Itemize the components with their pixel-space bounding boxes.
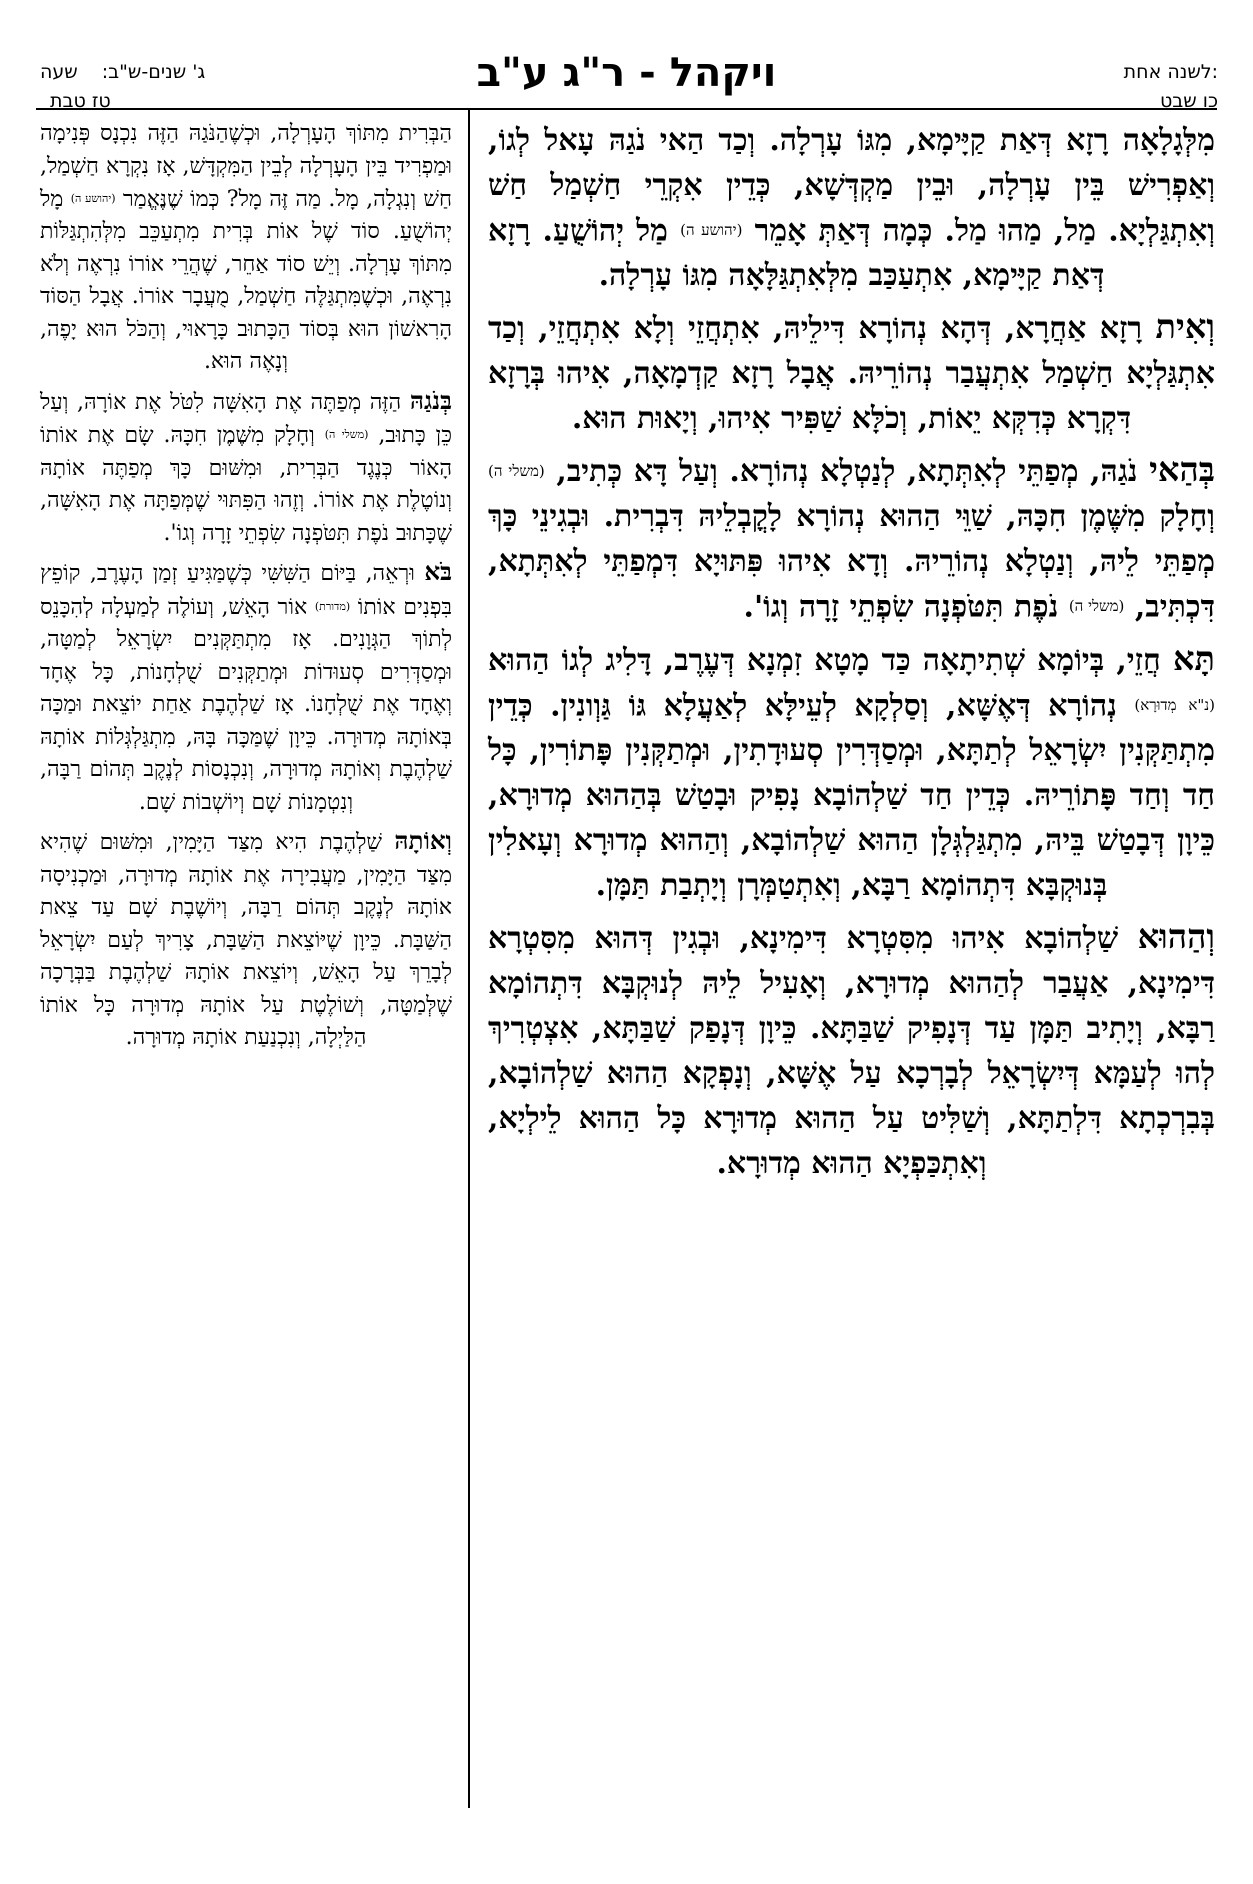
side-s3-opener: בֹּא xyxy=(424,557,453,587)
column-divider xyxy=(468,108,470,1808)
main-p2-text: רָזָא אַחֲרָא, דְּהָא נְהוֹרָא דִּילֵיהּ, אִתְחֲזֵי וְלָא אִתְחֲזֵי, וְכַד אִתְגַּלְיָא חַשְׁמַל אִתְעֲבַר נְהוֹרֵיהּ. אֲבָל רָזָא קַדְמָאָה, אִיהוּ בְּרָזָא דִּקְרָא כְּדִקְּא יֵאוֹת, וְכֹלָּא שַׁפִּיר אִיהוּ, וְיָאוּת הוּא. xyxy=(488,311,1215,437)
header-right-line2: כו שבט xyxy=(1159,90,1218,112)
translation-column xyxy=(40,118,452,1061)
header-left-line2: טז טבת xyxy=(50,90,111,112)
side-s3-text: וּרְאֵה, בַּיּוֹם הַשִּׁשִּׁי כְּשֶׁמַּגִּיעַ זְמַן הָעֶרֶב, קוֹפֵץ בִּפְנִים אוֹתוֹ xyxy=(40,561,453,620)
main-paragraph-5 xyxy=(488,914,1215,1186)
main-p3-opener: בְּהַאי xyxy=(1149,449,1215,490)
side-s3-text-b: אוֹר הָאֵשׁ, וְעוֹלֶה לְמַעְלָה לְהִכָּנֵס לְתוֹךְ הַגְּוָנִים. אָז מִתְתַּקְּנִים יִשְׂרָאֵל לְמַטָּה, וּמְסַדְּרִים סְעוּדוֹת וּמְתַקְּנִים שֻׁלְחָנוֹת, כָּל אֶחָד וְאֶחָד אֶת שֻׁלְחָנוֹ. אָז שַׁלְהֶבֶת אַחַת יוֹצֵאת וּמַכָּה בְּאוֹתָהּ מְדוּרָה. כֵּיוָן שֶׁמַּכָּה בָּהּ, מִתְגַּלְגְּלוֹת אוֹתָהּ שַׁלְהֶבֶת וְאוֹתָהּ מְדוּרָה, וְנִכְנָסוֹת לְנֶקֶב תְּהוֹם רַבָּה, וְנִטְמָנוֹת שָׁם וְיוֹשְׁבוֹת שָׁם. xyxy=(40,594,452,815)
page-header xyxy=(0,0,1253,110)
header-left-line1b: שעה xyxy=(40,61,78,83)
main-p4-ref: (נ"א מְדוּרָא) xyxy=(1134,695,1216,714)
main-p1-ref: (יהושע ה) xyxy=(680,221,743,239)
main-paragraph-4 xyxy=(488,636,1215,908)
side-s1-ref: (יהושע ה) xyxy=(70,192,116,205)
main-p3-text-c: נֹפֶת תִּטֹּפְנָה שִׂפְתֵי זָרָה וְגוֹ'. xyxy=(743,589,1059,625)
side-s1-text: הַבְּרִית מִתּוֹךְ הָעָרְלָה, וּכְשֶׁהַנֹּגַהּ הַזֶּה נִכְנָס פְּנִימָה וּמַפְרִיד בֵּין הָעָרְלָה לְבֵין הַמִּקְדָּשׁ, אָז נִקְרָא חַשְׁמַל, חַשׁ וְנִגְלָה, מָל. מַה זֶּה מָל? כְּמוֹ שֶׁנֶּאֱמַר xyxy=(40,121,453,212)
side-s1-text-b: מָל יְהוֹשֻׁעַ. סוֹד שֶׁל אוֹת בְּרִית מִתְעַכֵּב מִלְּהִתְגַּלּוֹת מִתּוֹךְ עָרְלָה. וְיֵשׁ סוֹד אַחֵר, שֶׁהֲרֵי אוֹרוֹ נִרְאֶה וְלֹא נִרְאֶה, וּכְשֶׁמִּתְגַּלֶּה חַשְׁמַל, מֻעֲבָר אוֹרוֹ. אֲבָל הַסּוֹד הָרִאשׁוֹן הוּא בְּסוֹד הַכָּתוּב כָּרָאוּי, וְהַכֹּל הוּא יָפֶה, וְנָאֶה הוּא. xyxy=(40,186,452,375)
main-p1-end: מַל יְהוֹשֻׁעַ. רָזָא דְּאַת קַיָּימָא, אִתְעַכַּב מִלְּאִתְגַּלָּאָה מִגּוֹ עָרְלָה. xyxy=(488,213,1105,294)
page-title: ויקהל - ר"ג ע"ב xyxy=(476,50,777,96)
main-p4-opener: תָּא xyxy=(1172,637,1215,678)
main-p5-text: שַׁלְהוֹבָא אִיהוּ מִסִּטְרָא דִּימִינָא, וּבְגִין דְּהוּא מִסִּטְרָא דִּימִינָא, אַעֲבַר לְהַהוּא מְדוּרָא, וְאָעִיל לֵיהּ לְנוּקְבָּא דִּתְהוֹמָא רַבָּא, וְיָתִיב תַּמָּן עַד דְּנָפִיק שַׁבַּתָּא. כֵּיוָן דְּנָפַק שַׁבַּתָּא, אִצְטְרִיךְ לְהוּ לְעַמָּא דְּיִשְׂרָאֵל לְבָרְכָא עַל אֶשָּׁא, וְנָפְקָא הַהוּא שַׁלְהוֹבָא, בְּבִרְכְתָא דִּלְתַתָּא, וְשַׁלִּיט עַל הַהוּא מְדוּרָא כָּל הַהוּא לֵילְיָא, וְאִתְכַּפְיָא הַהוּא מְדוּרָא. xyxy=(488,920,1215,1181)
main-paragraph-2 xyxy=(488,304,1215,441)
main-text-column xyxy=(488,118,1215,1192)
side-s2-opener: בְּנֹגַהּ xyxy=(409,385,453,415)
side-s4-opener: וְאוֹתָהּ xyxy=(394,826,452,856)
side-s2-text: הַזֶּה מְפַתֶּה אֶת הָאִשָּׁה לִטֹּל אֶת אוֹרָהּ, וְעַל כֵּן כָּתוּב, xyxy=(40,389,452,449)
side-s2-text-b: וְחָלָק מִשֶּׁמֶן חִכָּהּ. שָׂם אֶת אוֹתוֹ הָאוֹר כְּנֶגֶד הַבְּרִית, וּמִשּׁוּם כָּךְ מְפַתֶּה אוֹתָהּ וְנוֹטֶלֶת אֶת אוֹרוֹ. וְזֶהוּ הַפִּתּוּי שֶׁמְּפַתָּה אֶת הָאִשָּׁה, שֶׁכָּתוּב נֹפֶת תִּטֹּפְנָה שִׂפְתֵי זָרָה וְגוֹ'. xyxy=(40,423,452,546)
header-left-line1a: ג' שנים-ש"ב: xyxy=(101,61,206,83)
main-p4-text: חֲזֵי, בְּיוֹמָא שְׁתִיתָאָה כַּד מָטָא זִמְנָא דְּעֶרֶב, דָּלִיג לְגוֹ הַהוּא xyxy=(488,642,1161,678)
side-paragraph-2 xyxy=(40,385,452,550)
side-paragraph-4 xyxy=(40,825,452,1055)
main-p3-ref2: (משלי ה) xyxy=(1068,597,1125,616)
main-p3-text-b: וְחָלָק מִשֶּׁמֶן חִכָּהּ, שַׁוֵּי הַהוּא נְהוֹרָא לָקֳבְלֵיהּ דִּבְרִית. וּבְגִינֵי כָּךְ מְפַתֵּי לֵיהּ, וְנַטְלָא נְהוֹרֵיהּ. וְדָא אִיהוּ פִּתּוּיָא דִּמְפַתֵּי לְאִתְּתָא, דִּכְתִּיב, xyxy=(488,499,1215,625)
side-paragraph-1 xyxy=(40,118,452,379)
main-p3-ref: (משלי ה) xyxy=(488,462,545,480)
main-paragraph-3 xyxy=(488,447,1215,629)
header-rule xyxy=(36,108,1217,110)
side-paragraph-3 xyxy=(40,556,452,819)
main-p3-text: נֹגַהּ, מְפַתֵּי לְאִתְּתָא, לְנַטְלָא נְהוֹרָא. וְעַל דָּא כְּתִיב, xyxy=(556,454,1138,490)
side-s3-ref: (מדורת) xyxy=(314,599,351,613)
side-s4-text: שַׁלְהֶבֶת הִיא מִצַּד הַיָּמִין, וּמִשּׁוּם שֶׁהִיא מִצַּד הַיָּמִין, מַעֲבִירָה אֶת אוֹתָהּ מְדוּרָה, וּמַכְנִיסָה אוֹתָהּ לְנֶקֶב תְּהוֹם רַבָּה, וְיוֹשֶׁבֶת שָׁם עַד צֵאת הַשַּׁבָּת. כֵּיוָן שֶׁיּוֹצֵאת הַשַּׁבָּת, צָרִיךְ לְעַם יִשְׂרָאֵל לְבָרֵךְ עַל הָאֵשׁ, וְיוֹצֵאת אוֹתָהּ שַׁלְהֶבֶת בַּבְּרָכָה שֶׁלְּמַטָּה, וְשׁוֹלֶטֶת עַל אוֹתָהּ מְדוּרָה כָּל אוֹתוֹ הַלַּיְלָה, וְנִכְנַעַת אוֹתָהּ מְדוּרָה. xyxy=(40,830,452,1051)
main-p4-text-b: נְהוֹרָא דְּאֶשָּׁא, וְסַלְקָא לְעֵילָּא לְאַעֲלָא גּוֹ גַּוְונִין. כְּדֵין מִתְתַּקְּנִין יִשְׂרָאֵל לְתַתָּא, וּמְסַדְּרִין סְעוּדָתִין, וּמְתַקְּנִין פָּתוֹרִין, כָּל חַד וְחַד פָּתוֹרֵיהּ. כְּדֵין חַד שַׁלְהוֹבָא נָפִיק וּבָטַשׁ בְּהַהוּא מְדוּרָא, כֵּיוָן דְּבָטַשׁ בֵּיהּ, מִתְגַּלְגְּלָן הַהוּא שַׁלְהוֹבָא, וְהַהוּא מְדוּרָא וְעָאלִין בְּנוּקְבָּא דִּתְהוֹמָא רַבָּא, וְאִתְטַמְּרָן וְיָתְבַת תַּמָּן. xyxy=(488,687,1215,903)
main-p1-text: מִלְּגָלָאָה רָזָא דְּאַת קַיָּימָא, מִגּוֹ עָרְלָה. וְכַד הַאי נֹגַהּ עָאל לְגוֹ, וְאַפְרִישׁ בֵּין עָרְלָה, וּבֵין מַקְדְּשָׁא, כְּדֵין אִקְרֵי חַשְׁמַל חַשׁ וְאִתְגַּלְיָא. מַל, מַהוּ מַל. כְּמָה דְּאַתְּ אָמֵר xyxy=(488,123,1215,249)
main-p5-opener: וְהַהוּא xyxy=(1137,915,1215,956)
side-s2-ref: (משלי ה) xyxy=(324,428,369,442)
main-p2-opener: וְאִית xyxy=(1155,306,1215,347)
header-right-line1: לשנה אחת: xyxy=(1123,61,1218,83)
main-paragraph-1 xyxy=(488,118,1215,298)
